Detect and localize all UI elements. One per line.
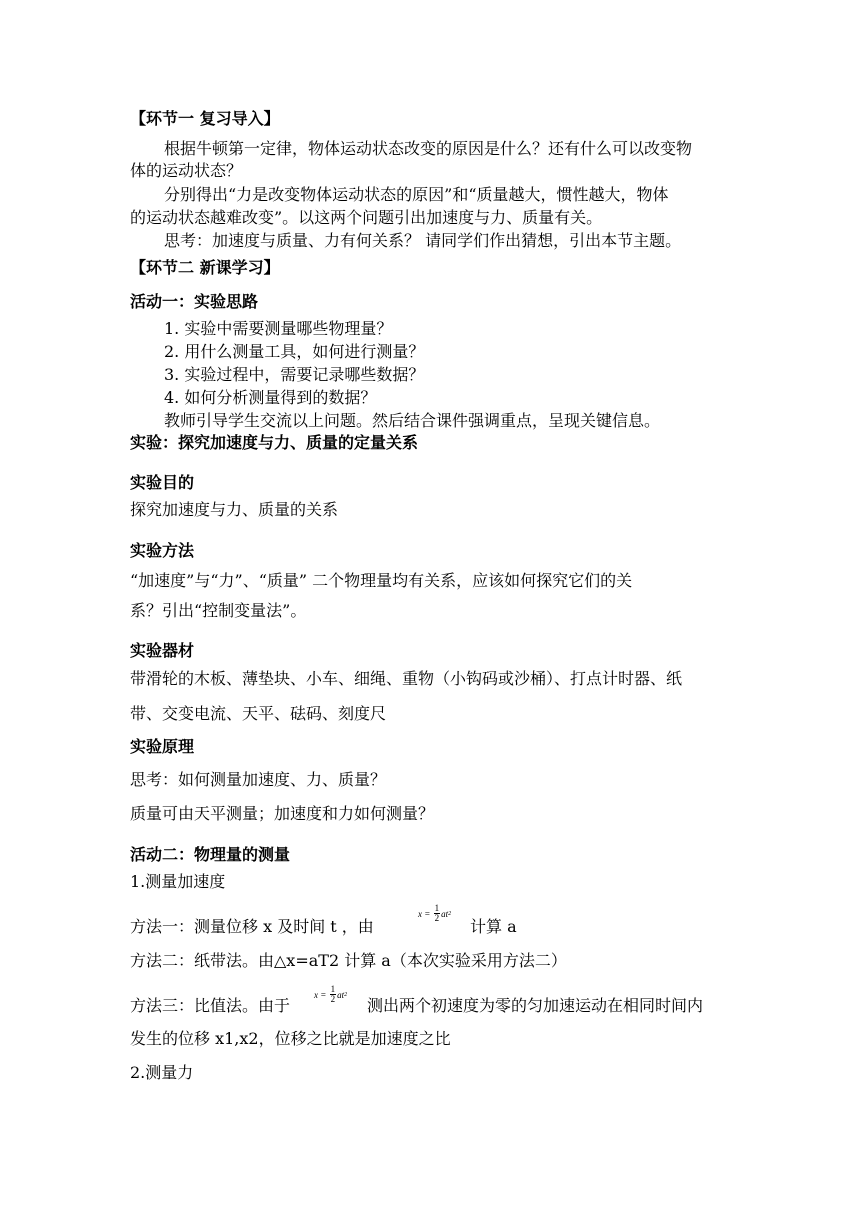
intro-paragraph-2-line-2: 的运动状态越难改变”。以这两个问题引出加速度与力、质量有关。 xyxy=(130,208,603,227)
formula-rhs: at xyxy=(441,908,449,919)
activity-1-heading: 活动一：实验思路 xyxy=(130,292,259,311)
formula-half-at-squared-2 xyxy=(314,985,347,1004)
formula-denominator: 2 xyxy=(434,913,440,923)
experiment-purpose-text: 探究加速度与力、质量的关系 xyxy=(130,500,339,519)
measure-force-heading: 2.测量力 xyxy=(130,1063,194,1082)
activity-1-question-3: 3. 实验过程中，需要记录哪些数据？ xyxy=(164,365,425,384)
formula-numerator: 1 xyxy=(434,903,440,913)
method-1-text: 方法一：测量位移 x 及时间 t ，由 xyxy=(130,917,374,936)
formula-exponent: 2 xyxy=(448,910,452,917)
experiment-principle-line-2: 质量可由天平测量；加速度和力如何测量？ xyxy=(130,804,435,823)
activity-1-question-2: 2. 用什么测量工具，如何进行测量？ xyxy=(164,342,425,361)
method-2-text: 方法二：纸带法。由△x=aT2 计算 a（本次实验采用方法二） xyxy=(130,951,567,970)
experiment-method-line-2: 系？引出“控制变量法”。 xyxy=(130,601,307,620)
activity-2-heading: 活动二：物理量的测量 xyxy=(130,845,291,864)
formula-fraction xyxy=(330,985,337,1004)
measure-acceleration-heading: 1.测量加速度 xyxy=(130,872,226,891)
experiment-principle-line-1: 思考：如何测量加速度、力、质量？ xyxy=(130,770,387,789)
formula-denominator: 2 xyxy=(330,994,336,1004)
experiment-equipment-heading: 实验器材 xyxy=(130,641,195,660)
experiment-title: 实验：探究加速度与力、质量的定量关系 xyxy=(130,433,419,452)
experiment-equipment-line-2: 带、交变电流、天平、砝码、刻度尺 xyxy=(130,704,387,723)
intro-paragraph-3: 思考：加速度与质量、力有何关系？ 请同学们作出猜想，引出本节主题。 xyxy=(164,231,682,250)
experiment-principle-heading: 实验原理 xyxy=(130,737,195,756)
experiment-method-heading: 实验方法 xyxy=(130,541,195,560)
experiment-purpose-heading: 实验目的 xyxy=(130,473,195,492)
method-3-suffix: 测出两个初速度为零的匀加速运动在相同时间内 xyxy=(367,996,704,1015)
activity-1-question-4: 4. 如何分析测量得到的数据？ xyxy=(164,388,377,407)
intro-paragraph-1-line-1: 根据牛顿第一定律，物体运动状态改变的原因是什么？还有什么可以改变物 xyxy=(164,139,693,158)
formula-exponent: 2 xyxy=(344,991,348,998)
formula-numerator: 1 xyxy=(330,984,336,994)
intro-paragraph-2-line-1: 分别得出“力是改变物体运动状态的原因”和“质量越大，惯性越大，物体 xyxy=(164,185,669,204)
experiment-method-line-1: “加速度”与“力”、“质量” 二个物理量均有关系，应该如何探究它们的关 xyxy=(130,571,633,590)
method-3-line-2: 发生的位移 x1,x2，位移之比就是加速度之比 xyxy=(130,1029,451,1048)
formula-rhs: at xyxy=(337,989,345,1000)
formula-lhs: x = xyxy=(314,989,327,1000)
formula-half-at-squared-1 xyxy=(418,904,451,923)
method-3-text: 方法三：比值法。由于 xyxy=(130,996,291,1015)
activity-1-teacher-note: 教师引导学生交流以上问题。然后结合课件强调重点，呈现关键信息。 xyxy=(164,411,661,430)
section-heading-2: 【环节二 新课学习】 xyxy=(130,258,280,277)
activity-1-question-1: 1. 实验中需要测量哪些物理量？ xyxy=(164,319,393,338)
method-1-suffix: 计算 a xyxy=(470,917,517,936)
formula-lhs: x = xyxy=(418,908,431,919)
intro-paragraph-1-line-2: 体的运动状态？ xyxy=(130,161,243,180)
section-heading-1: 【环节一 复习导入】 xyxy=(130,109,280,128)
formula-fraction xyxy=(434,904,441,923)
experiment-equipment-line-1: 带滑轮的木板、薄垫块、小车、细绳、重物（小钩码或沙桶）、打点计时器、纸 xyxy=(130,669,683,688)
